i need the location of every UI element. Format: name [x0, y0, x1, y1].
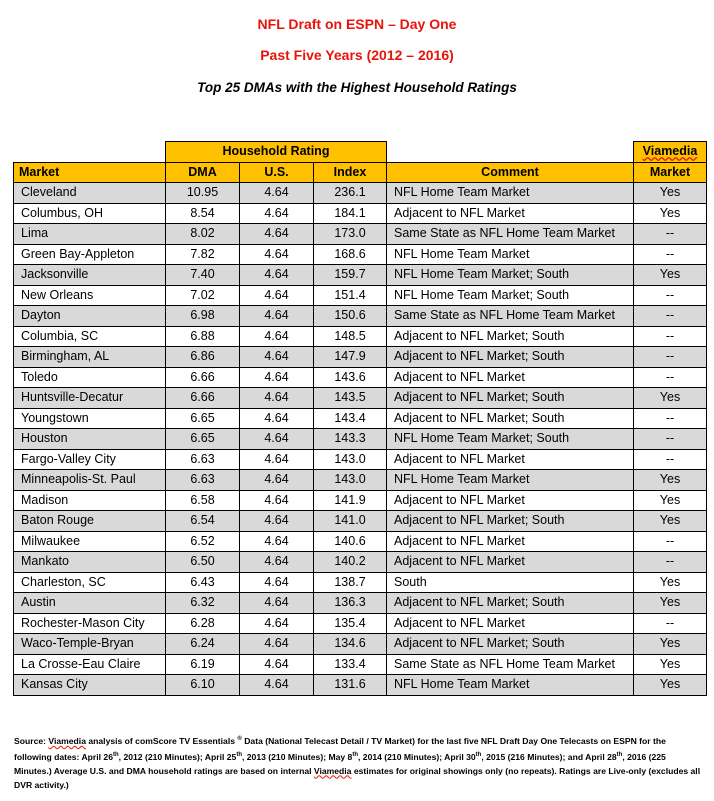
table-row — [14, 552, 707, 573]
index-cell: 148.5 — [314, 326, 387, 347]
index-cell: 168.6 — [314, 244, 387, 265]
title-line-2: Past Five Years (2012 – 2016) — [260, 47, 454, 63]
index-cell: 138.7 — [314, 572, 387, 593]
index-cell: 143.0 — [314, 449, 387, 470]
comment-cell: NFL Home Team Market — [387, 675, 634, 696]
viamedia-cell: Yes — [634, 572, 707, 593]
index-cell: 143.3 — [314, 429, 387, 450]
dma-cell: 6.52 — [166, 531, 240, 552]
us-cell: 4.64 — [240, 634, 314, 655]
comment-cell: Adjacent to NFL Market — [387, 449, 634, 470]
dma-cell: 7.40 — [166, 265, 240, 286]
table-row — [14, 593, 707, 614]
table-row — [14, 511, 707, 532]
us-cell: 4.64 — [240, 408, 314, 429]
comment-cell: Adjacent to NFL Market — [387, 367, 634, 388]
index-cell: 143.6 — [314, 367, 387, 388]
viamedia-cell: -- — [634, 285, 707, 306]
market-cell: Milwaukee — [14, 531, 166, 552]
dma-cell: 6.58 — [166, 490, 240, 511]
viamedia-cell: -- — [634, 347, 707, 368]
market-cell: Birmingham, AL — [14, 347, 166, 368]
group-header-row — [14, 142, 707, 163]
comment-cell: Same State as NFL Home Team Market — [387, 306, 634, 327]
viamedia-cell: Yes — [634, 203, 707, 224]
us-cell: 4.64 — [240, 429, 314, 450]
index-cell: 150.6 — [314, 306, 387, 327]
comment-cell: Adjacent to NFL Market — [387, 490, 634, 511]
table-row — [14, 306, 707, 327]
index-cell: 147.9 — [314, 347, 387, 368]
viamedia-cell: Yes — [634, 675, 707, 696]
viamedia-cell: Yes — [634, 654, 707, 675]
index-cell: 184.1 — [314, 203, 387, 224]
us-cell: 4.64 — [240, 347, 314, 368]
market-cell: Lima — [14, 224, 166, 245]
viamedia-cell: -- — [634, 408, 707, 429]
dma-cell: 10.95 — [166, 183, 240, 204]
dma-cell: 7.02 — [166, 285, 240, 306]
comment-cell: Adjacent to NFL Market; South — [387, 388, 634, 409]
dma-cell: 7.82 — [166, 244, 240, 265]
dma-cell: 6.24 — [166, 634, 240, 655]
viamedia-cell: -- — [634, 326, 707, 347]
dma-cell: 6.32 — [166, 593, 240, 614]
market-cell: New Orleans — [14, 285, 166, 306]
comment-cell: NFL Home Team Market; South — [387, 429, 634, 450]
col-header-market: Market — [14, 162, 166, 183]
title-line-3: Top 25 DMAs with the Highest Household Ratings — [197, 80, 517, 95]
index-cell: 141.0 — [314, 511, 387, 532]
market-cell: Austin — [14, 593, 166, 614]
table-row — [14, 388, 707, 409]
market-cell: Youngstown — [14, 408, 166, 429]
comment-cell: Adjacent to NFL Market — [387, 552, 634, 573]
viamedia-cell: Yes — [634, 593, 707, 614]
viamedia-cell: -- — [634, 306, 707, 327]
viamedia-cell: Yes — [634, 490, 707, 511]
table-row — [14, 429, 707, 450]
market-cell: Fargo-Valley City — [14, 449, 166, 470]
table-row — [14, 613, 707, 634]
us-cell: 4.64 — [240, 285, 314, 306]
index-cell: 134.6 — [314, 634, 387, 655]
table-row — [14, 265, 707, 286]
us-cell: 4.64 — [240, 593, 314, 614]
us-cell: 4.64 — [240, 224, 314, 245]
viamedia-cell: -- — [634, 449, 707, 470]
col-header-index: Index — [314, 162, 387, 183]
index-cell: 143.5 — [314, 388, 387, 409]
us-cell: 4.64 — [240, 326, 314, 347]
viamedia-cell: Yes — [634, 265, 707, 286]
table-row — [14, 203, 707, 224]
dma-cell: 8.02 — [166, 224, 240, 245]
dma-cell: 6.66 — [166, 388, 240, 409]
market-cell: Huntsville-Decatur — [14, 388, 166, 409]
market-cell: Mankato — [14, 552, 166, 573]
comment-cell: Adjacent to NFL Market — [387, 531, 634, 552]
market-cell: Jacksonville — [14, 265, 166, 286]
comment-cell: South — [387, 572, 634, 593]
us-cell: 4.64 — [240, 265, 314, 286]
market-cell: Green Bay-Appleton — [14, 244, 166, 265]
comment-cell: Adjacent to NFL Market; South — [387, 326, 634, 347]
comment-cell: Adjacent to NFL Market; South — [387, 511, 634, 532]
table-row — [14, 244, 707, 265]
index-cell: 140.2 — [314, 552, 387, 573]
index-cell: 131.6 — [314, 675, 387, 696]
index-cell: 143.4 — [314, 408, 387, 429]
market-cell: Waco-Temple-Bryan — [14, 634, 166, 655]
viamedia-cell: -- — [634, 531, 707, 552]
table-row — [14, 531, 707, 552]
comment-cell: Adjacent to NFL Market — [387, 613, 634, 634]
dma-cell: 8.54 — [166, 203, 240, 224]
us-cell: 4.64 — [240, 531, 314, 552]
comment-cell: NFL Home Team Market — [387, 183, 634, 204]
market-cell: La Crosse-Eau Claire — [14, 654, 166, 675]
market-cell: Houston — [14, 429, 166, 450]
index-cell: 151.4 — [314, 285, 387, 306]
dma-cell: 6.54 — [166, 511, 240, 532]
source-note: Source: Viamedia analysis of comScore TV Essentials ® Data (National Telecast Detail / TV Market) for the last five NFL Draft Day One Telecasts on ESPN for the following dates: April 26th, 2012 (210 Minutes); April 25th, 2013 (210 Minutes); May 8th, 2014 (210 Minutes); April 30th, 2015 (216 Minutes); and April 28th, 2016 (225 Minutes.) Average U.S. and DMA household ratings are based on internal Viamedia estimates for original showings only (no repeats). Ratings are Live-only (excludes all DVR activity.) — [14, 735, 701, 790]
market-cell: Baton Rouge — [14, 511, 166, 532]
us-cell: 4.64 — [240, 367, 314, 388]
index-cell: 143.0 — [314, 470, 387, 491]
dma-cell: 6.86 — [166, 347, 240, 368]
table-row — [14, 675, 707, 696]
table-row — [14, 408, 707, 429]
table-row — [14, 224, 707, 245]
table-row — [14, 490, 707, 511]
viamedia-cell: Yes — [634, 634, 707, 655]
viamedia-header: Viamedia — [634, 142, 707, 163]
market-cell: Minneapolis-St. Paul — [14, 470, 166, 491]
us-cell: 4.64 — [240, 654, 314, 675]
comment-cell: Same State as NFL Home Team Market — [387, 654, 634, 675]
viamedia-cell: Yes — [634, 183, 707, 204]
dma-cell: 6.19 — [166, 654, 240, 675]
table-row — [14, 572, 707, 593]
table-row — [14, 347, 707, 368]
us-cell: 4.64 — [240, 203, 314, 224]
us-cell: 4.64 — [240, 490, 314, 511]
col-header-comment: Comment — [387, 162, 634, 183]
viamedia-cell: -- — [634, 613, 707, 634]
market-cell: Toledo — [14, 367, 166, 388]
us-cell: 4.64 — [240, 613, 314, 634]
comment-cell: Adjacent to NFL Market — [387, 203, 634, 224]
column-header-row — [14, 162, 707, 183]
market-cell: Charleston, SC — [14, 572, 166, 593]
viamedia-cell: -- — [634, 429, 707, 450]
table-row — [14, 634, 707, 655]
title-line-1: NFL Draft on ESPN – Day One — [257, 16, 457, 32]
us-cell: 4.64 — [240, 675, 314, 696]
col-header-us: U.S. — [240, 162, 314, 183]
market-cell: Madison — [14, 490, 166, 511]
comment-cell: Adjacent to NFL Market; South — [387, 408, 634, 429]
table-row — [14, 285, 707, 306]
dma-cell: 6.63 — [166, 449, 240, 470]
col-header-dma: DMA — [166, 162, 240, 183]
viamedia-cell: -- — [634, 552, 707, 573]
market-cell: Dayton — [14, 306, 166, 327]
us-cell: 4.64 — [240, 388, 314, 409]
comment-cell: NFL Home Team Market; South — [387, 285, 634, 306]
comment-cell: NFL Home Team Market — [387, 244, 634, 265]
dma-cell: 6.88 — [166, 326, 240, 347]
table-row — [14, 470, 707, 491]
index-cell: 236.1 — [314, 183, 387, 204]
table-row — [14, 183, 707, 204]
viamedia-cell: -- — [634, 224, 707, 245]
dma-cell: 6.66 — [166, 367, 240, 388]
table-row — [14, 654, 707, 675]
market-cell: Cleveland — [14, 183, 166, 204]
us-cell: 4.64 — [240, 470, 314, 491]
table-row — [14, 367, 707, 388]
dma-cell: 6.10 — [166, 675, 240, 696]
dma-cell: 6.98 — [166, 306, 240, 327]
us-cell: 4.64 — [240, 449, 314, 470]
us-cell: 4.64 — [240, 552, 314, 573]
dma-cell: 6.50 — [166, 552, 240, 573]
us-cell: 4.64 — [240, 244, 314, 265]
table-row — [14, 326, 707, 347]
viamedia-cell: Yes — [634, 388, 707, 409]
comment-cell: Adjacent to NFL Market; South — [387, 634, 634, 655]
market-cell: Columbia, SC — [14, 326, 166, 347]
index-cell: 140.6 — [314, 531, 387, 552]
comment-cell: Adjacent to NFL Market; South — [387, 347, 634, 368]
comment-cell: Same State as NFL Home Team Market — [387, 224, 634, 245]
comment-cell: NFL Home Team Market; South — [387, 265, 634, 286]
index-cell: 136.3 — [314, 593, 387, 614]
viamedia-cell: -- — [634, 367, 707, 388]
index-cell: 133.4 — [314, 654, 387, 675]
us-cell: 4.64 — [240, 306, 314, 327]
col-header-viamedia-market: Market — [634, 162, 707, 183]
index-cell: 159.7 — [314, 265, 387, 286]
viamedia-cell: Yes — [634, 511, 707, 532]
us-cell: 4.64 — [240, 572, 314, 593]
viamedia-cell: Yes — [634, 470, 707, 491]
dma-cell: 6.63 — [166, 470, 240, 491]
dma-cell: 6.65 — [166, 408, 240, 429]
dma-cell: 6.28 — [166, 613, 240, 634]
viamedia-cell: -- — [634, 244, 707, 265]
comment-cell: NFL Home Team Market — [387, 470, 634, 491]
market-cell: Rochester-Mason City — [14, 613, 166, 634]
index-cell: 173.0 — [314, 224, 387, 245]
dma-cell: 6.43 — [166, 572, 240, 593]
us-cell: 4.64 — [240, 183, 314, 204]
us-cell: 4.64 — [240, 511, 314, 532]
comment-cell: Adjacent to NFL Market; South — [387, 593, 634, 614]
ratings-table — [13, 141, 707, 696]
index-cell: 141.9 — [314, 490, 387, 511]
market-cell: Columbus, OH — [14, 203, 166, 224]
dma-cell: 6.65 — [166, 429, 240, 450]
household-rating-header: Household Rating — [166, 142, 387, 163]
index-cell: 135.4 — [314, 613, 387, 634]
market-cell: Kansas City — [14, 675, 166, 696]
table-row — [14, 449, 707, 470]
